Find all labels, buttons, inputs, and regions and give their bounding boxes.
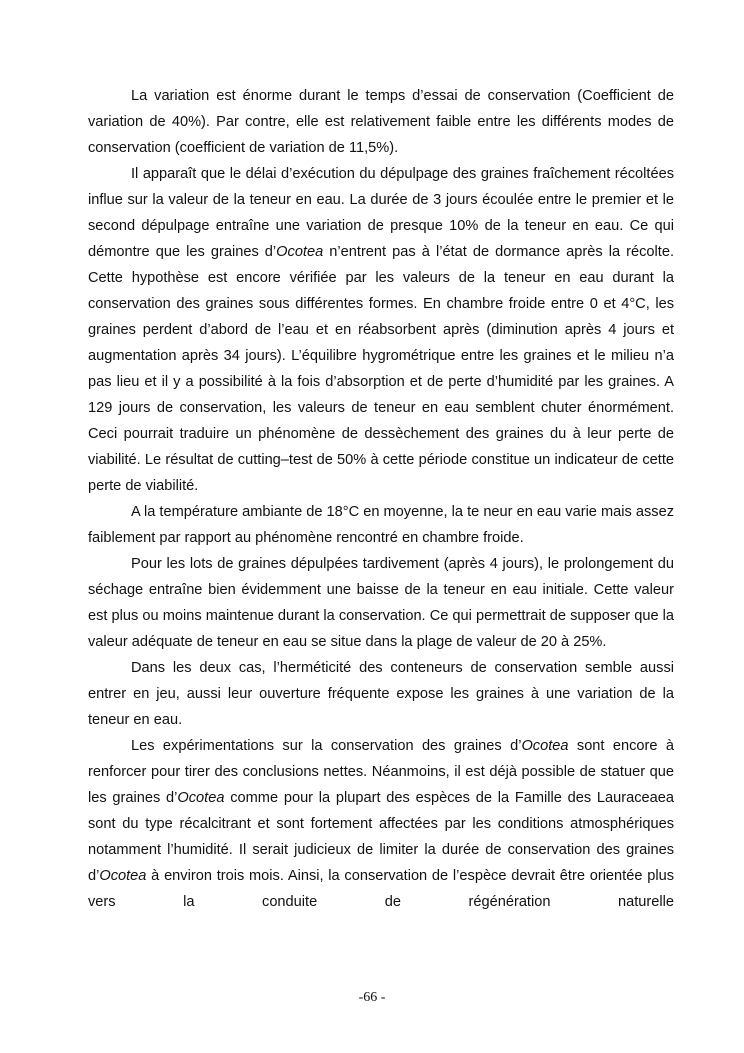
- text-run: Les expérimentations sur la conservation des graines d’: [131, 738, 522, 754]
- species-name: Ocotea: [276, 244, 324, 260]
- text-run: Pour les lots de graines dépulpées tardivement (après 4 jours), le prolongement du séchage entraîne bien évidemment une baisse de la teneur en eau initiale. Cette valeur est plus ou moins maintenue durant la conservation. Ce qui permettrait de supposer que la valeur adéquate de teneur en eau se situe dans la plage de valeur de 20 à 25%.: [88, 556, 674, 650]
- text-run: La variation est énorme durant le temps d’essai de conservation (Coefficient de variation de 40%). Par contre, elle est relativement faible entre les différents modes de conservation (coefficient de variation de 11,5%).: [88, 88, 674, 156]
- text-run: Dans les deux cas, l’herméticité des conteneurs de conservation semble aussi entrer en jeu, aussi leur ouverture fréquente expose les graines à une variation de la teneur en eau.: [88, 660, 674, 728]
- text-run: A la température ambiante de 18°C en moyenne, la te neur en eau varie mais assez faiblement par rapport au phénomène rencontré en chambre froide.: [88, 504, 674, 546]
- text-run: n’entrent pas à l’état de dormance après la récolte. Cette hypothèse est encore vérifiée par les valeurs de la teneur en eau durant la conservation des graines sous différentes formes. En chambre froide entre 0 et 4°C, les graines perdent d’abord de l’eau et en réabsorbent après (diminution après 4 jours et augmentation après 34 jours). L’équilibre hygrométrique entre les graines et le milieu n’a pas lieu et il y a possibilité à la fois d’absorption et de perte d’humidité par les graines. A 129 jours de conservation, les valeurs de teneur en eau semblent chuter énormément. Ceci pourrait traduire un phénomène de dessèchement des graines du à leur perte de viabilité. Le résultat de cutting–test de 50% à cette période constitue un indicateur de cette perte de viabilité.: [88, 244, 674, 494]
- text-run: comme pour la plupart des espèces de la Famille des Lauraceaea sont du type récalcitrant et sont fortement affectées par les conditions atmosphériques notamment l’humidité. Il serait judicieux de limiter la durée de conservation des graines d’: [88, 790, 674, 884]
- species-name: Ocotea: [521, 738, 569, 754]
- paragraph: [88, 161, 674, 499]
- text-run: Il apparaît que le délai d’exécution du dépulpage des graines fraîchement récoltées influe sur la valeur de la teneur en eau. La durée de 3 jours écoulée entre le premier et le second dépulpage entraîne une variation de presque 10% de la teneur en eau. Ce qui démontre que les graines d’: [88, 166, 674, 260]
- species-name: Ocotea: [99, 868, 147, 884]
- paragraph: [88, 499, 674, 551]
- paragraph: [88, 733, 674, 915]
- species-name: Ocotea: [177, 790, 225, 806]
- paragraph: [88, 551, 674, 655]
- page-number: -66 -: [358, 990, 386, 1005]
- paragraph: [88, 83, 674, 161]
- paragraph: [88, 655, 674, 733]
- text-run: à environ trois mois. Ainsi, la conservation de l’espèce devrait être orientée plus vers la conduite de régénération naturelle: [88, 868, 674, 910]
- body-text: [88, 83, 674, 915]
- text-run: sont encore à renforcer pour tirer des conclusions nettes. Néanmoins, il est déjà possible de statuer que les graines d’: [88, 738, 674, 806]
